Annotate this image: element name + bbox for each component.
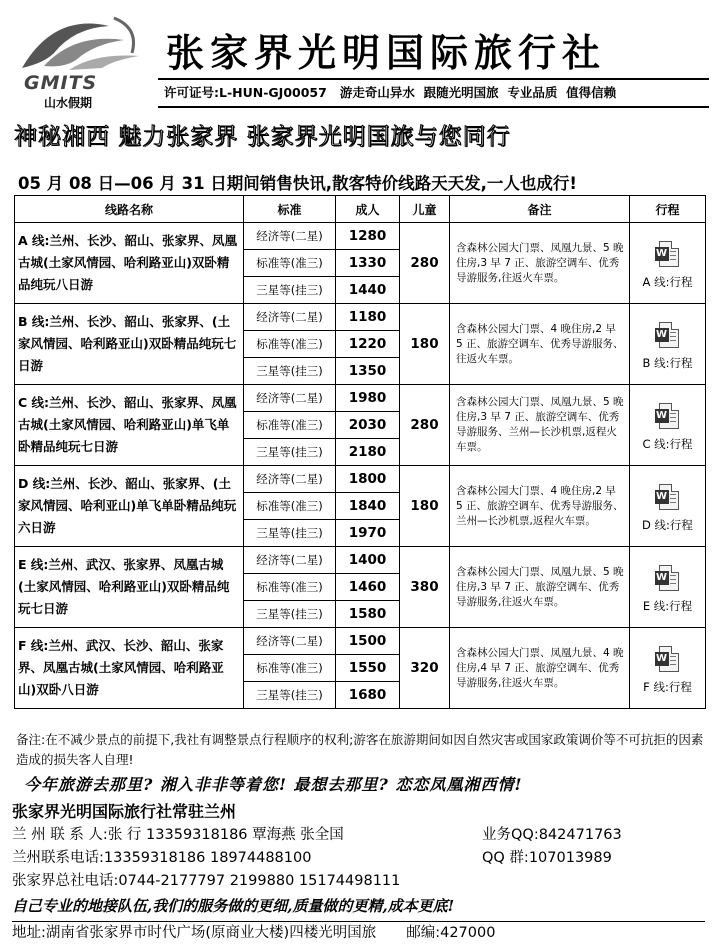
tier-standard: 经济等(二星) [244, 466, 336, 493]
table-row [15, 547, 706, 574]
schedule-link[interactable] [630, 547, 706, 628]
schedule-label[interactable]: E 线:行程 [642, 598, 693, 613]
tier-standard: 经济等(二星) [244, 223, 336, 250]
schedule-link[interactable] [630, 628, 706, 709]
route-name: B 线:兰州、长沙、韶山、张家界、(土家风情园、哈利路亚山)双卧精品纯玩七日游 [15, 304, 244, 385]
route-name: D 线:兰州、长沙、韶山、张家界、(土家风情园、哈利亚山)单飞单卧精品纯玩六日游 [15, 466, 244, 547]
promo-script-line: 今年旅游去那里? 湘入非非等着您! 最想去那里? 恋恋凤凰湘西情! [24, 775, 523, 794]
business-qq: 业务QQ:842471763 [482, 827, 622, 843]
word-document-icon[interactable]: W [655, 646, 681, 674]
adult-price: 1580 [336, 601, 400, 628]
remark-note: 备注:在不减少景点的前提下,我社有调整景点行程顺序的权利;游客在旅游期间如因自然灾害或国家政策调价等不可抗拒的因素造成的损失客人自理! [16, 732, 704, 767]
contact-person-value: 张 行 13359318186 覃海燕 张全国 [107, 827, 344, 843]
adult-price: 1180 [336, 304, 400, 331]
route-price-table [14, 195, 706, 709]
tier-standard: 三星等(挂三) [244, 601, 336, 628]
tier-standard: 标准等(准三) [244, 493, 336, 520]
company-logo [14, 8, 149, 112]
mountain-logo-icon [14, 8, 149, 78]
table-row [15, 466, 706, 493]
zip-code: 邮编:427000 [406, 925, 496, 941]
schedule-label[interactable]: F 线:行程 [643, 679, 692, 694]
schedule-label[interactable]: B 线:行程 [642, 355, 693, 370]
header-standard: 标准 [244, 196, 336, 223]
schedule-link[interactable] [630, 223, 706, 304]
adult-price: 2180 [336, 439, 400, 466]
schedule-link[interactable] [630, 385, 706, 466]
schedule-label[interactable]: D 线:行程 [642, 517, 693, 532]
child-price: 280 [400, 385, 450, 466]
adult-price: 2030 [336, 412, 400, 439]
adult-price: 1550 [336, 655, 400, 682]
table-row [15, 385, 706, 412]
header [8, 6, 709, 114]
table-row [15, 223, 706, 250]
tier-standard: 三星等(挂三) [244, 277, 336, 304]
adult-price: 1400 [336, 547, 400, 574]
adult-price: 1330 [336, 250, 400, 277]
adult-price: 1220 [336, 331, 400, 358]
tier-standard: 经济等(二星) [244, 628, 336, 655]
schedule-label[interactable]: C 线:行程 [642, 436, 693, 451]
child-price: 180 [400, 304, 450, 385]
logo-subtitle: 山水假期 [44, 96, 93, 110]
header-note: 备注 [450, 196, 630, 223]
route-note: 含森林公园大门票、4 晚住房,2 早 5 正、旅游空调车、优秀导游服务、兰州—长沙机票,返程火车票。 [450, 466, 630, 547]
tier-standard: 经济等(二星) [244, 304, 336, 331]
child-price: 320 [400, 628, 450, 709]
tier-standard: 标准等(准三) [244, 574, 336, 601]
hq-phone-row [12, 870, 705, 893]
header-schedule: 行程 [630, 196, 706, 223]
tagline-2: 跟随光明国旅 [423, 85, 499, 100]
route-note: 含森林公园大门票、凤凰九景、5 晚住房,3 早 7 正、旅游空调车、优秀导游服务,往返火车票。 [450, 547, 630, 628]
route-note: 含森林公园大门票、凤凰九景、5 晚住房,3 早 7 正、旅游空调车、优秀导游服务、兰州—长沙机票,返程火车票。 [450, 385, 630, 466]
company-motto: 自己专业的地接队伍,我们的服务做的更细,质量做的更精,成本更底! [12, 897, 455, 915]
contact-person-label: 兰 州 联 系 人: [12, 827, 108, 843]
tier-standard: 三星等(挂三) [244, 682, 336, 709]
adult-price: 1970 [336, 520, 400, 547]
contact-person-row [12, 824, 705, 847]
table-row [15, 304, 706, 331]
hq-phone-value: 0744-2177797 2199880 15174498111 [118, 873, 401, 889]
qq-group: QQ 群:107013989 [482, 850, 612, 866]
child-price: 180 [400, 466, 450, 547]
adult-price: 1800 [336, 466, 400, 493]
route-note: 含森林公园大门票、凤凰九景、5 晚住房,3 早 7 正、旅游空调车、优秀导游服务,往返火车票。 [450, 223, 630, 304]
contact-phone-label: 兰州联系电话: [12, 850, 104, 866]
tier-standard: 标准等(准三) [244, 331, 336, 358]
adult-price: 1500 [336, 628, 400, 655]
route-note: 含森林公园大门票、4 晚住房,2 早 5 正、旅游空调车、优秀导游服务、往返火车票。 [450, 304, 630, 385]
license-number: 许可证号:L-HUN-GJ00057 [164, 85, 327, 100]
word-document-icon[interactable]: W [655, 241, 681, 269]
table-header-row [15, 196, 706, 223]
route-name: A 线:兰州、长沙、韶山、张家界、凤凰古城(土家风情园、哈利路亚山)双卧精品纯玩八日游 [15, 223, 244, 304]
office-title: 张家界光明国际旅行社常驻兰州 [12, 802, 237, 821]
address: 地址:湖南省张家界市时代广场(原商业大楼)四楼光明国旅 [12, 925, 377, 941]
route-name: C 线:兰州、长沙、韶山、张家界、凤凰古城(土家风情园、哈利路亚山)单飞单卧精品纯玩七日游 [15, 385, 244, 466]
table-row [15, 628, 706, 655]
word-document-icon[interactable]: W [655, 484, 681, 512]
contact-section [12, 800, 705, 945]
schedule-link[interactable] [630, 304, 706, 385]
route-note: 含森林公园大门票、凤凰九景、4 晚住房,4 早 7 正、旅游空调车、优秀导游服务,往返火车票。 [450, 628, 630, 709]
tier-standard: 经济等(二星) [244, 547, 336, 574]
tier-standard: 三星等(挂三) [244, 439, 336, 466]
contact-phone-row [12, 847, 705, 870]
tagline-3: 专业品质 [507, 85, 558, 100]
contact-phone-value: 13359318186 18974488100 [103, 850, 312, 866]
license-bar [158, 78, 709, 108]
child-price: 280 [400, 223, 450, 304]
tier-standard: 三星等(挂三) [244, 520, 336, 547]
adult-price: 1680 [336, 682, 400, 709]
adult-price: 1840 [336, 493, 400, 520]
adult-price: 1460 [336, 574, 400, 601]
tier-standard: 标准等(准三) [244, 250, 336, 277]
tagline-1: 游走奇山异水 [339, 85, 415, 100]
adult-price: 1440 [336, 277, 400, 304]
adult-price: 1980 [336, 385, 400, 412]
header-route: 线路名称 [15, 196, 244, 223]
header-adult: 成人 [336, 196, 400, 223]
word-document-icon[interactable]: W [655, 322, 681, 350]
sale-announcement: 05 月 08 日—06 月 31 日期间销售快讯,散客特价线路天天发,一人也成行! [18, 174, 577, 193]
tier-standard: 经济等(二星) [244, 385, 336, 412]
tier-standard: 三星等(挂三) [244, 358, 336, 385]
header-child: 儿童 [400, 196, 450, 223]
company-title: 张家界光明国际旅行社 [166, 30, 607, 75]
tagline-4: 值得信赖 [566, 85, 617, 100]
route-name: F 线:兰州、武汉、长沙、韶山、张家界、凤凰古城(土家风情园、哈利路亚山)双卧八日游 [15, 628, 244, 709]
word-document-icon[interactable]: W [655, 565, 681, 593]
hq-phone-label: 张家界总社电话: [12, 873, 119, 889]
tier-standard: 标准等(准三) [244, 412, 336, 439]
route-name: E 线:兰州、武汉、张家界、凤凰古城(土家风情园、哈利路亚山)双卧精品纯玩七日游 [15, 547, 244, 628]
tier-standard: 标准等(准三) [244, 655, 336, 682]
adult-price: 1280 [336, 223, 400, 250]
slogan: 神秘湘西 魅力张家界 张家界光明国旅与您同行 [14, 124, 511, 150]
child-price: 380 [400, 547, 450, 628]
adult-price: 1350 [336, 358, 400, 385]
logo-text: GMITS [24, 72, 98, 94]
schedule-link[interactable] [630, 466, 706, 547]
address-row [12, 921, 705, 945]
schedule-label[interactable]: A 线:行程 [642, 274, 693, 289]
word-document-icon[interactable]: W [655, 403, 681, 431]
